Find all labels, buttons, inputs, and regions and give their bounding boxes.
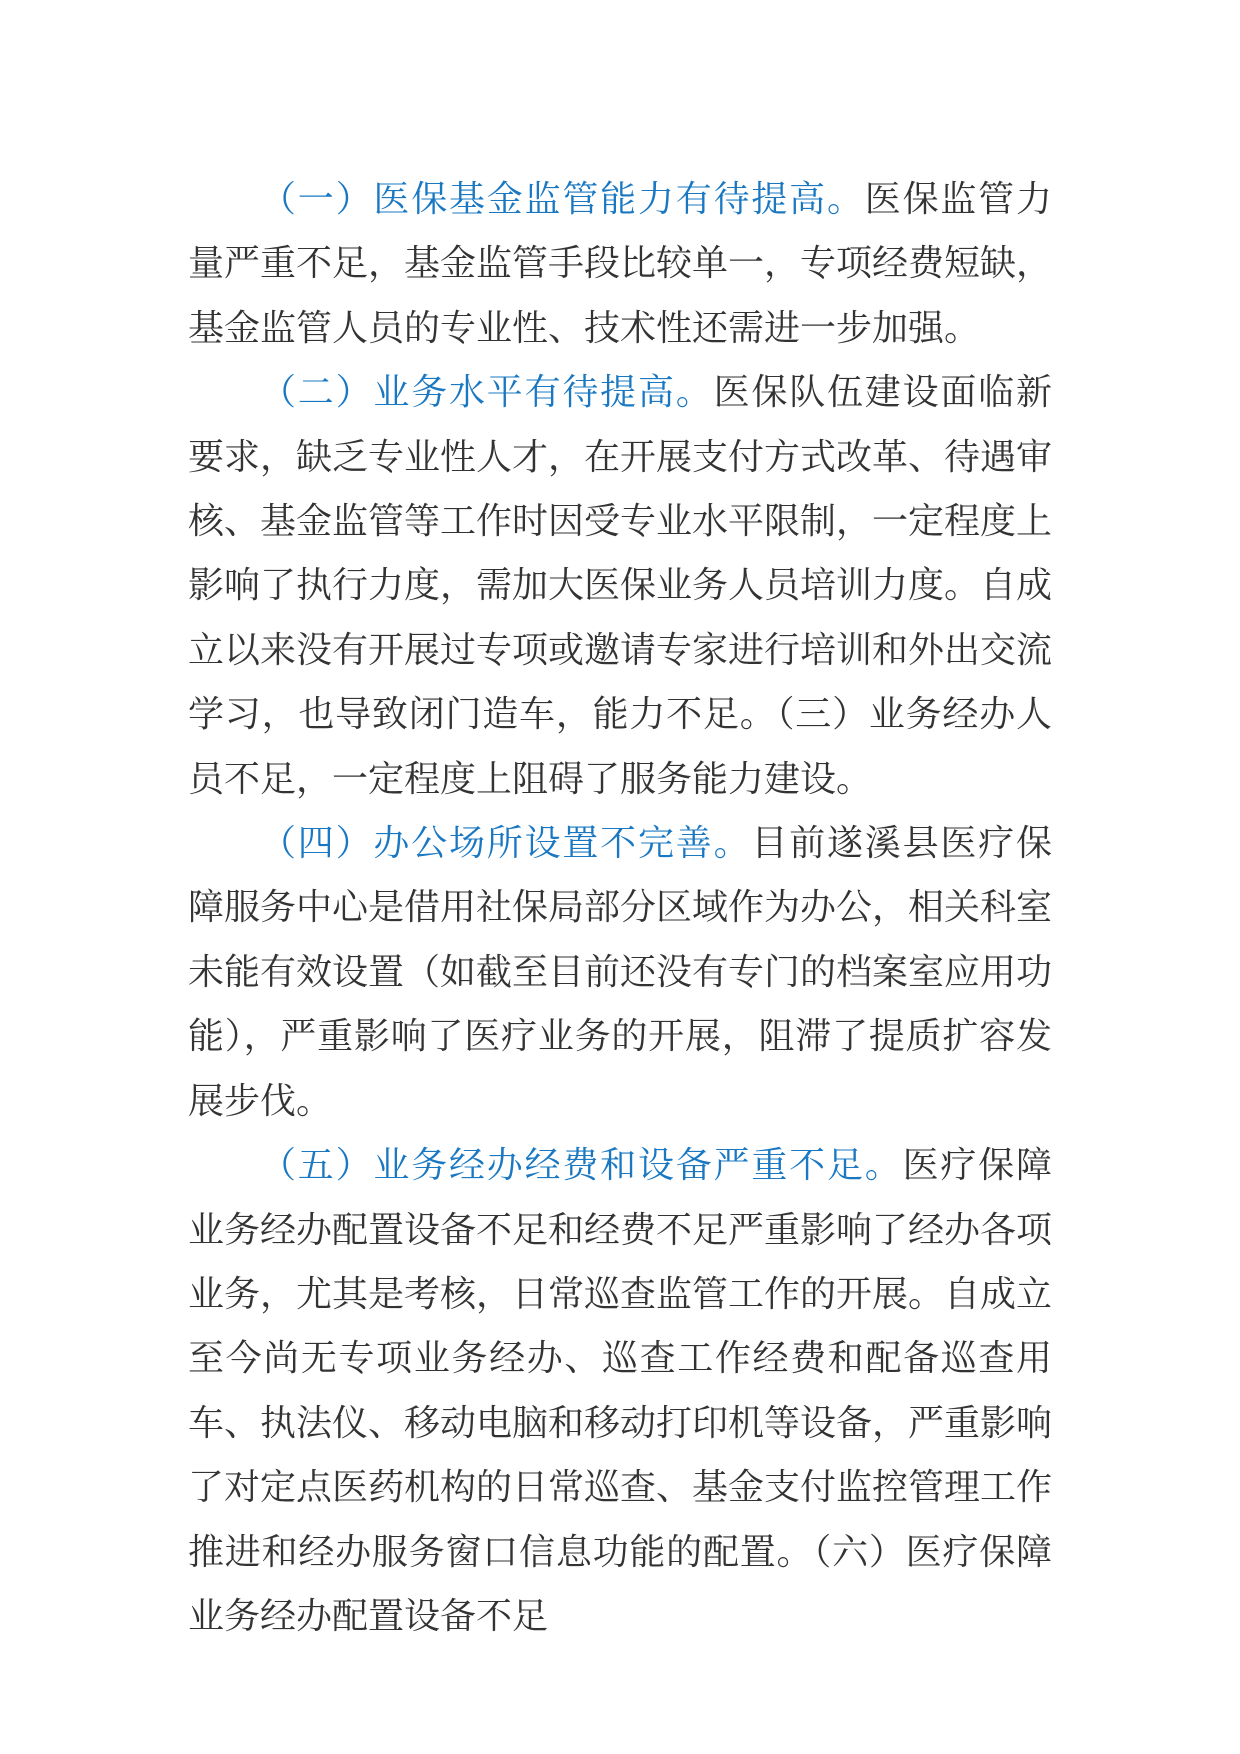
paragraph-body: 医疗保障业务经办配置设备不足和经费不足严重影响了经办各项业务，尤其是考核，日常巡查监管工作的开展。自成立至今尚无专项业务经办、巡查工作经费和配备巡查用车、执法仪、移动电脑和移动打印机等设备，严重影响了对定点医药机构的日常巡查、基金支付监控管理工作推进和经办服务窗口信息功能的配置。（六）医疗保障业务经办配置设备不足 [188, 1145, 1053, 1637]
paragraph-body: 医保队伍建设面临新要求，缺乏专业性人才，在开展支付方式改革、待遇审核、基金监管等工作时因受专业水平限制，一定程度上影响了执行力度，需加大医保业务人员培训力度。自成立以来没有开展过专项或邀请专家进行培训和外出交流学习，也导致闭门造车，能力不足。（三）业务经办人员不足，一定程度上阻碍了服务能力建设。 [188, 372, 1053, 800]
section-heading: （二）业务水平有待提高。 [260, 372, 714, 414]
paragraph-fund-supervision [188, 168, 1052, 361]
paragraph-funding-equipment [188, 1134, 1052, 1649]
section-heading: （五）业务经办经费和设备严重不足。 [260, 1145, 903, 1187]
paragraph-body: 医保监管力量严重不足，基金监管手段比较单一，专项经费短缺，基金监管人员的专业性、技术性还需进一步加强。 [188, 179, 1053, 349]
paragraph-business-level [188, 361, 1052, 812]
paragraph-office-space [188, 812, 1052, 1134]
document-page [188, 168, 1052, 1649]
paragraph-body: 目前遂溪县医疗保障服务中心是借用社保局部分区域作为办公，相关科室未能有效设置（如截至目前还没有专门的档案室应用功能），严重影响了医疗业务的开展，阻滞了提质扩容发展步伐。 [188, 823, 1053, 1122]
section-heading: （四）办公场所设置不完善。 [260, 823, 752, 865]
section-heading: （一）医保基金监管能力有待提高。 [260, 179, 865, 220]
